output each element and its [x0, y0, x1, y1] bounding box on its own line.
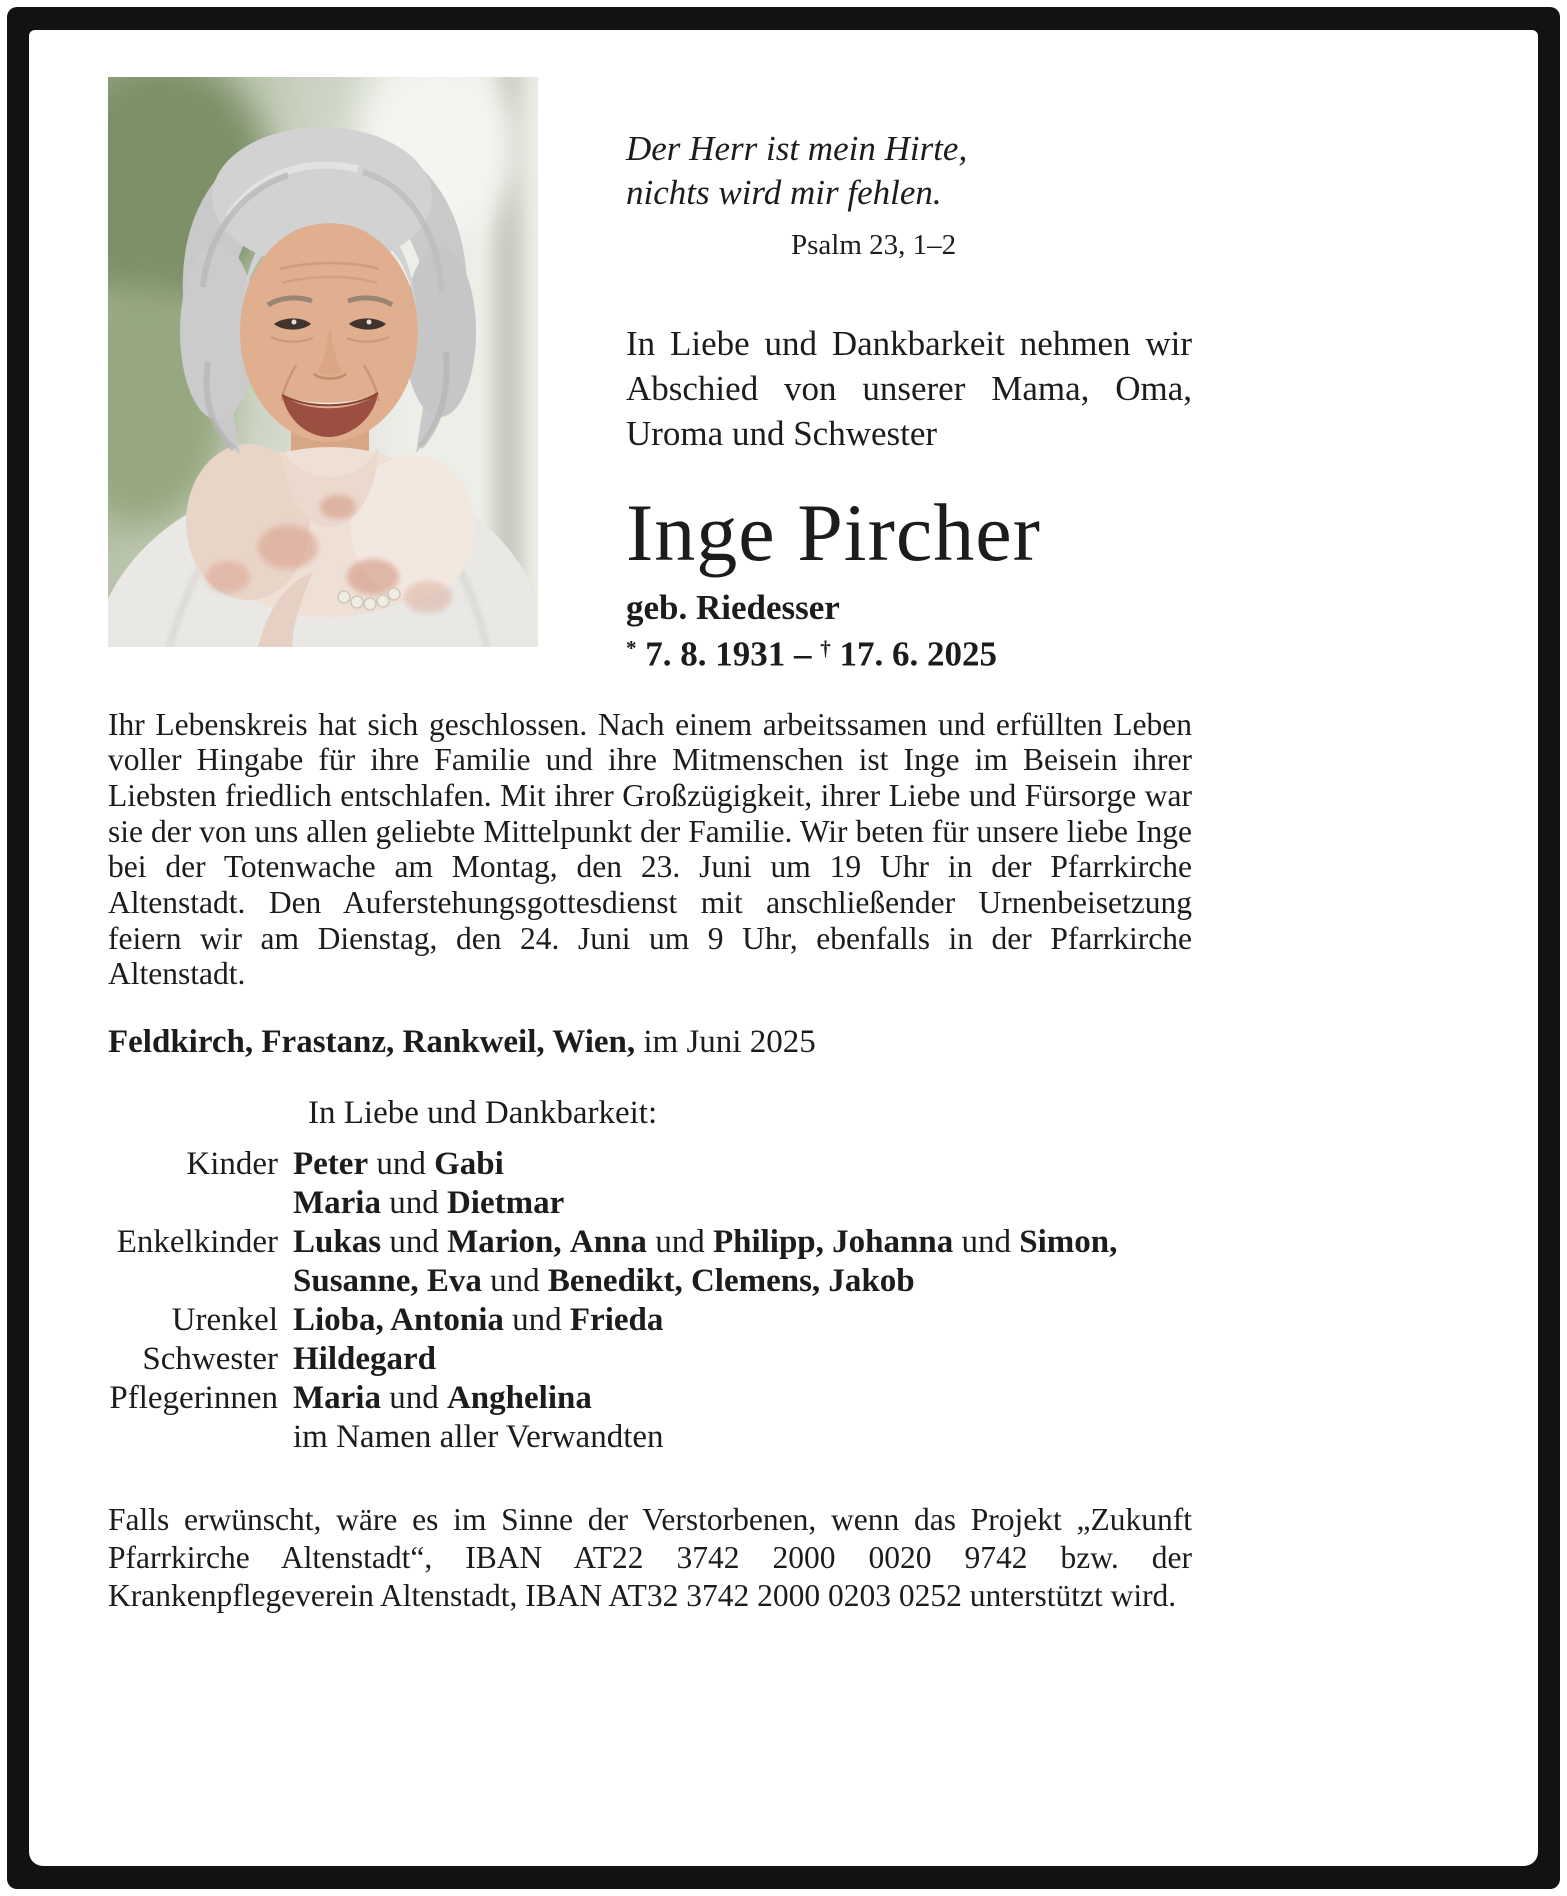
birth-date: 7. 8. 1931: [636, 634, 786, 674]
family-row: [108, 1340, 1192, 1379]
obituary-text: Ihr Lebenskreis hat sich geschlossen. Nach einem arbeitssamen und erfüllten Leben voller Hingabe für ihre Familie und ihre Mitmenschen ist Inge im Beisein ihrer Liebsten friedlich entschlafen. Mit ihrer Großzügigkeit, ihrer Liebe und Fürsorge war sie der von uns allen geliebte Mittelpunkt der Familie. Wir beten für unsere liebe Inge bei der Totenwache am Montag, den 23. Juni um 19 Uhr in der Pfarrkirche Altenstadt. Den Auferstehungsgottesdienst mit anschließender Urnenbeisetzung feiern wir am Dienstag, den 24. Juni um 9 Uhr, ebenfalls in der Pfarrkirche Altenstadt.: [108, 706, 1192, 992]
family-row: [108, 1262, 1192, 1301]
death-symbol: †: [820, 636, 831, 660]
family-row: [108, 1301, 1192, 1340]
black-border-frame: [7, 7, 1560, 1889]
obituary-card: [29, 30, 1538, 1866]
family-names: Susanne, Eva und Benedikt, Clemens, Jakob: [293, 1263, 915, 1300]
quote-line-2: nichts wird mir fehlen.: [626, 173, 942, 212]
family-row: [108, 1379, 1192, 1418]
family-names: Peter und Gabi: [293, 1146, 504, 1183]
quote-line-1: Der Herr ist mein Hirte,: [626, 129, 968, 168]
family-names: Hildegard: [293, 1341, 437, 1378]
family-relation-label: Schwester: [142, 1341, 278, 1378]
family-heading: In Liebe und Dankbarkeit:: [308, 1095, 658, 1132]
family-list: [108, 1145, 1192, 1457]
family-row: [108, 1184, 1192, 1223]
family-names: Maria und Dietmar: [293, 1185, 565, 1222]
scripture-reference: Psalm 23, 1–2: [791, 229, 957, 261]
life-dates: [626, 628, 1192, 675]
family-relation-label: [108, 1184, 293, 1223]
header-text-column: [626, 77, 1192, 675]
family-names: im Namen aller Verwandten: [293, 1419, 664, 1456]
intro-text: In Liebe und Dankbarkeit nehmen wir Abschied von unserer Mama, Oma, Uroma und Schwester: [626, 324, 1192, 453]
top-section: [108, 77, 1192, 675]
family-section: [108, 1094, 1192, 1457]
donation-text: Falls erwünscht, wäre es im Sinne der Verstorbenen, wenn das Projekt „Zukunft Pfarrkirche Altenstadt“, IBAN AT22 3742 2000 0020 9742 bzw. der Krankenpflegeverein Altenstadt, IBAN AT32 3742 2000 0203 0252 unterstützt wird.: [108, 1502, 1192, 1614]
places-line: [108, 1022, 1192, 1062]
family-relation-label: Pflegerinnen: [109, 1380, 278, 1417]
family-names: Lukas und Marion, Anna und Philipp, Johanna und Simon,: [293, 1224, 1118, 1261]
family-relation-label: Urenkel: [171, 1302, 278, 1339]
dates-separator: –: [785, 634, 821, 674]
family-relation-label: [108, 1262, 293, 1301]
places-bold: Feldkirch, Frastanz, Rankweil, Wien,: [108, 1024, 636, 1061]
family-row: [108, 1223, 1192, 1262]
family-relation-label: Enkelkinder: [116, 1224, 278, 1261]
portrait-photo: [108, 77, 538, 647]
family-relation-label: [108, 1418, 293, 1457]
death-date: 17. 6. 2025: [830, 634, 997, 674]
family-relation-label: Kinder: [186, 1146, 278, 1183]
family-row: [108, 1145, 1192, 1184]
family-row: [108, 1418, 1192, 1457]
maiden-name: geb. Riedesser: [626, 588, 840, 627]
family-names: Maria und Anghelina: [293, 1380, 592, 1417]
deceased-name: Inge Pircher: [626, 487, 1041, 578]
birth-symbol: *: [626, 636, 637, 660]
family-names: Lioba, Antonia und Frieda: [293, 1302, 664, 1339]
scripture-quote: [626, 127, 1192, 267]
places-date: im Juni 2025: [635, 1024, 816, 1061]
